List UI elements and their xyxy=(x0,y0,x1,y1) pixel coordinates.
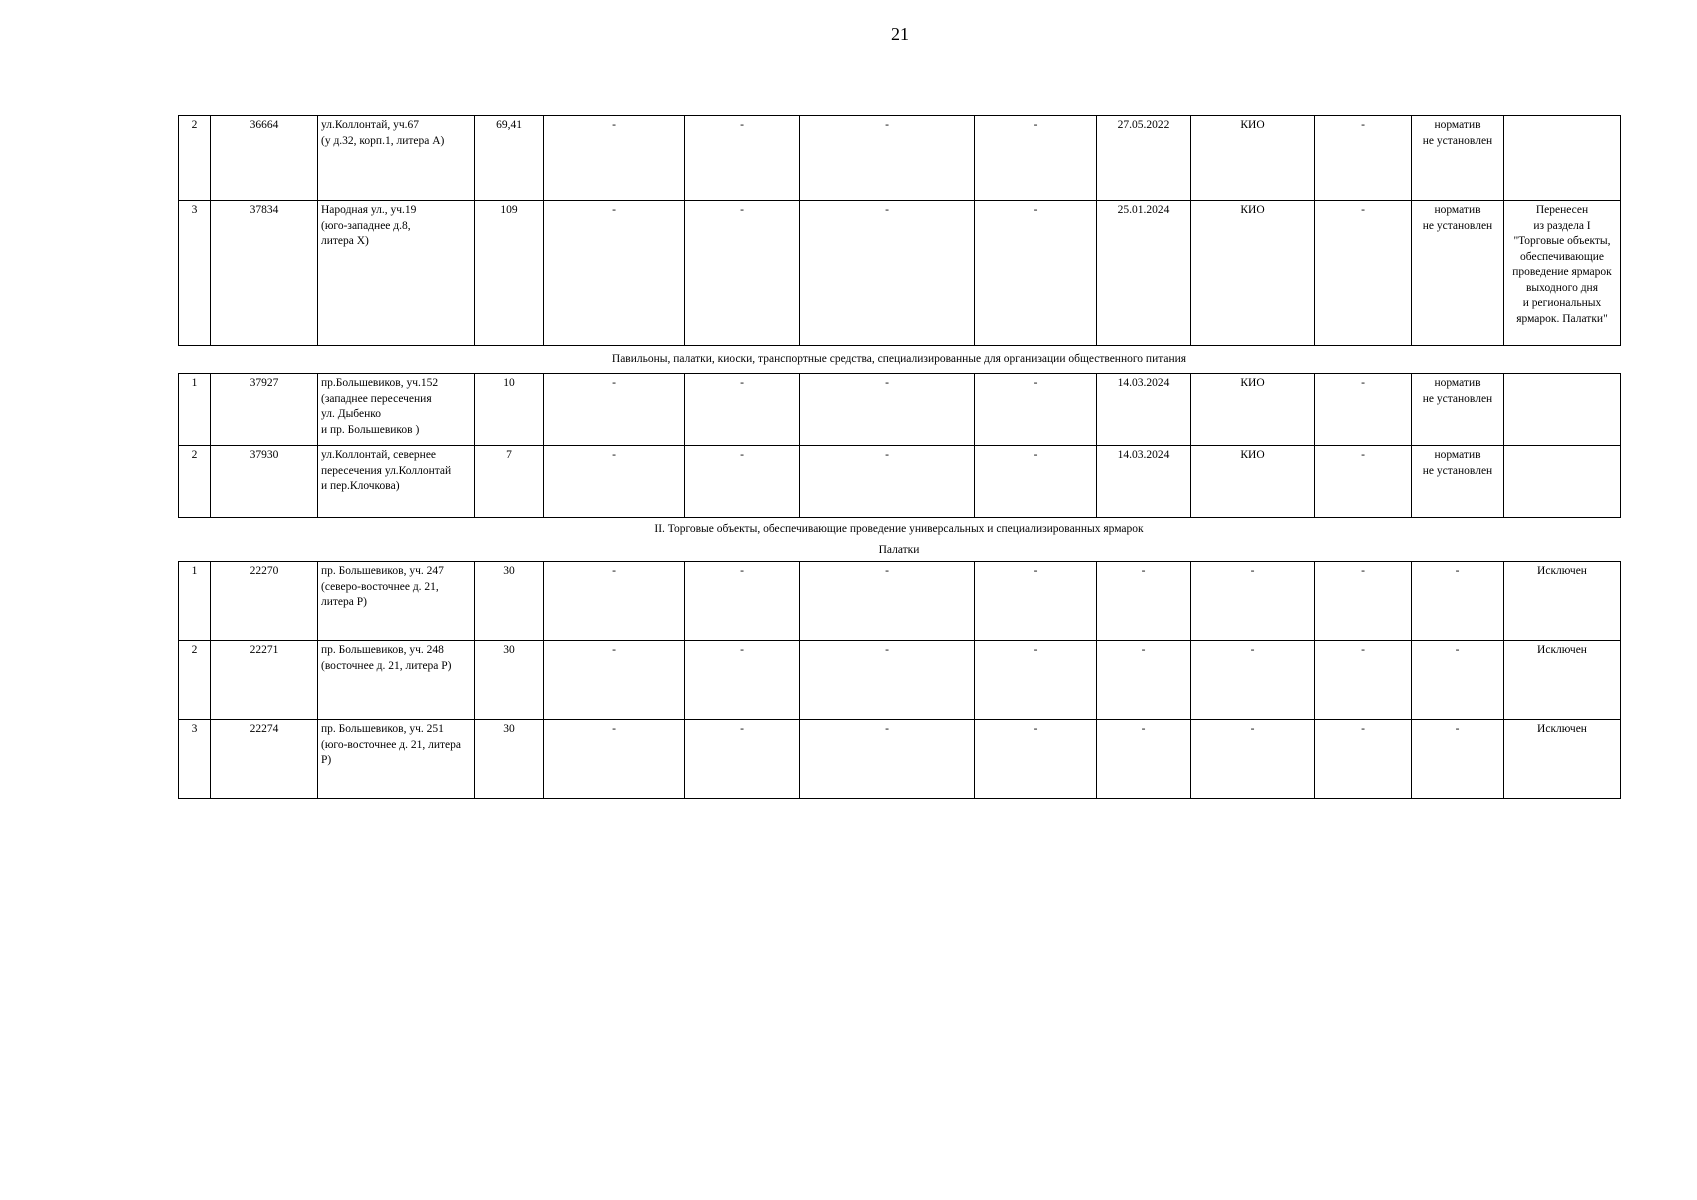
cell-dash: - xyxy=(1315,562,1412,641)
cell-dash: - xyxy=(800,641,975,720)
note xyxy=(1504,374,1621,446)
placement-table-section-3 xyxy=(178,561,1621,799)
norm-status: норматив не установлен xyxy=(1412,201,1504,346)
note xyxy=(1504,446,1621,518)
row-number: 2 xyxy=(179,641,211,720)
cell-dash: - xyxy=(800,201,975,346)
cell-dash: - xyxy=(685,562,800,641)
address: пр. Большевиков, уч. 251 (юго-восточнее д. 21, литера Р) xyxy=(318,720,475,799)
date: 27.05.2022 xyxy=(1097,116,1191,201)
cell-dash: - xyxy=(685,201,800,346)
norm-status: норматив не установлен xyxy=(1412,446,1504,518)
organization: КИО xyxy=(1191,201,1315,346)
norm-status: норматив не установлен xyxy=(1412,374,1504,446)
date: 14.03.2024 xyxy=(1097,446,1191,518)
date: 14.03.2024 xyxy=(1097,374,1191,446)
area: 69,41 xyxy=(475,116,544,201)
cell-dash: - xyxy=(1315,446,1412,518)
object-id: 37930 xyxy=(211,446,318,518)
organization: КИО xyxy=(1191,116,1315,201)
area: 30 xyxy=(475,562,544,641)
cell-dash: - xyxy=(1315,641,1412,720)
object-id: 22270 xyxy=(211,562,318,641)
address: пр. Большевиков, уч. 248 (восточнее д. 21, литера Р) xyxy=(318,641,475,720)
address: ул.Коллонтай, севернее пересечения ул.Коллонтай и пер.Клочкова) xyxy=(318,446,475,518)
section-caption: Павильоны, палатки, киоски, транспортные средства, специализированные для организации общественного питания xyxy=(611,353,1187,365)
cell-dash: - xyxy=(685,641,800,720)
organization: - xyxy=(1191,641,1315,720)
cell-dash: - xyxy=(1315,201,1412,346)
object-id: 22274 xyxy=(211,720,318,799)
norm-status: норматив не установлен xyxy=(1412,116,1504,201)
table-row xyxy=(179,116,1621,201)
cell-dash: - xyxy=(975,562,1097,641)
cell-dash: - xyxy=(544,201,685,346)
note: Исключен xyxy=(1504,562,1621,641)
cell-dash: - xyxy=(800,720,975,799)
area: 7 xyxy=(475,446,544,518)
table-row xyxy=(179,201,1621,346)
organization: КИО xyxy=(1191,446,1315,518)
cell-dash: - xyxy=(544,374,685,446)
norm-status: - xyxy=(1412,641,1504,720)
row-number: 3 xyxy=(179,720,211,799)
area: 30 xyxy=(475,720,544,799)
table-row xyxy=(179,374,1621,446)
cell-dash: - xyxy=(1315,720,1412,799)
area: 109 xyxy=(475,201,544,346)
table-row xyxy=(179,446,1621,518)
row-number: 2 xyxy=(179,446,211,518)
table-row xyxy=(179,641,1621,720)
row-number: 3 xyxy=(179,201,211,346)
cell-dash: - xyxy=(975,374,1097,446)
area: 10 xyxy=(475,374,544,446)
placement-table-section-2 xyxy=(178,373,1621,518)
cell-dash: - xyxy=(685,446,800,518)
cell-dash: - xyxy=(800,374,975,446)
note: Исключен xyxy=(1504,641,1621,720)
placement-table-section-1 xyxy=(178,115,1621,346)
note: Перенесен из раздела I "Торговые объекты, обеспечивающие проведение ярмарок выходного дня и региональных ярмарок. Палатки" xyxy=(1504,201,1621,346)
cell-dash: - xyxy=(685,720,800,799)
cell-dash: - xyxy=(975,446,1097,518)
note xyxy=(1504,116,1621,201)
cell-dash: - xyxy=(685,116,800,201)
organization: КИО xyxy=(1191,374,1315,446)
cell-dash: - xyxy=(544,446,685,518)
norm-status: - xyxy=(1412,562,1504,641)
cell-dash: - xyxy=(685,374,800,446)
table-row xyxy=(179,720,1621,799)
note: Исключен xyxy=(1504,720,1621,799)
date: - xyxy=(1097,641,1191,720)
cell-dash: - xyxy=(1315,374,1412,446)
cell-dash: - xyxy=(544,116,685,201)
norm-status: - xyxy=(1412,720,1504,799)
organization: - xyxy=(1191,562,1315,641)
date: - xyxy=(1097,562,1191,641)
cell-dash: - xyxy=(800,446,975,518)
table-row xyxy=(179,562,1621,641)
organization: - xyxy=(1191,720,1315,799)
address: ул.Коллонтай, уч.67 (у д.32, корп.1, литера А) xyxy=(318,116,475,201)
cell-dash: - xyxy=(544,641,685,720)
cell-dash: - xyxy=(544,562,685,641)
page-number: 21 xyxy=(891,24,909,44)
object-id: 37927 xyxy=(211,374,318,446)
row-number: 2 xyxy=(179,116,211,201)
cell-dash: - xyxy=(975,720,1097,799)
section-caption: II. Торговые объекты, обеспечивающие проведение универсальных и специализированных ярмарок xyxy=(654,523,1144,535)
cell-dash: - xyxy=(1315,116,1412,201)
cell-dash: - xyxy=(975,116,1097,201)
object-id: 36664 xyxy=(211,116,318,201)
area: 30 xyxy=(475,641,544,720)
date: 25.01.2024 xyxy=(1097,201,1191,346)
section-subcaption: Палатки xyxy=(878,544,920,556)
date: - xyxy=(1097,720,1191,799)
address: Народная ул., уч.19 (юго-западнее д.8, литера Х) xyxy=(318,201,475,346)
cell-dash: - xyxy=(975,641,1097,720)
address: пр.Большевиков, уч.152 (западнее пересечения ул. Дыбенко и пр. Большевиков ) xyxy=(318,374,475,446)
address: пр. Большевиков, уч. 247 (северо-восточнее д. 21, литера Р) xyxy=(318,562,475,641)
object-id: 22271 xyxy=(211,641,318,720)
row-number: 1 xyxy=(179,562,211,641)
cell-dash: - xyxy=(800,562,975,641)
cell-dash: - xyxy=(800,116,975,201)
row-number: 1 xyxy=(179,374,211,446)
cell-dash: - xyxy=(544,720,685,799)
object-id: 37834 xyxy=(211,201,318,346)
cell-dash: - xyxy=(975,201,1097,346)
